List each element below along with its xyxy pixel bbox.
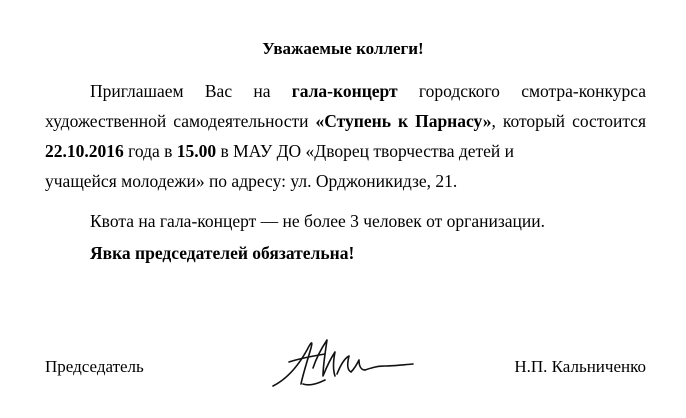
invitation-address-line: учащейся молодежи» по адресу: ул. Орджоникидзе, 21. bbox=[45, 171, 458, 191]
gala-concert-bold: гала-концерт bbox=[291, 81, 398, 101]
handwritten-signature-icon bbox=[267, 328, 417, 398]
letter-greeting: Уважаемые коллеги! bbox=[262, 39, 424, 58]
invitation-paragraph bbox=[45, 76, 646, 196]
signatory-role: Председатель bbox=[45, 357, 144, 376]
signature-block bbox=[45, 328, 646, 398]
contest-name-bold: «Ступень к Парнасу» bbox=[315, 111, 492, 131]
event-time-bold: 15.00 bbox=[176, 141, 217, 161]
invitation-text-5: в МАУ ДО «Дворец творчества детей и bbox=[216, 141, 515, 161]
invitation-text-3: , который состоится bbox=[491, 111, 646, 131]
signatory-name: Н.П. Кальниченко bbox=[514, 357, 646, 376]
invitation-text-2: городского смотра-конкурса художественной самодеятельности bbox=[45, 81, 646, 131]
event-date-bold: 22.10.2016 bbox=[45, 141, 124, 161]
attendance-paragraph: Явка председателей обязательна! bbox=[90, 243, 355, 263]
invitation-text-4: года в bbox=[123, 141, 177, 161]
invitation-text-1: Приглашаем Вас на bbox=[90, 81, 292, 101]
quota-paragraph: Квота на гала-концерт — не более 3 человек от организации. bbox=[90, 211, 545, 231]
